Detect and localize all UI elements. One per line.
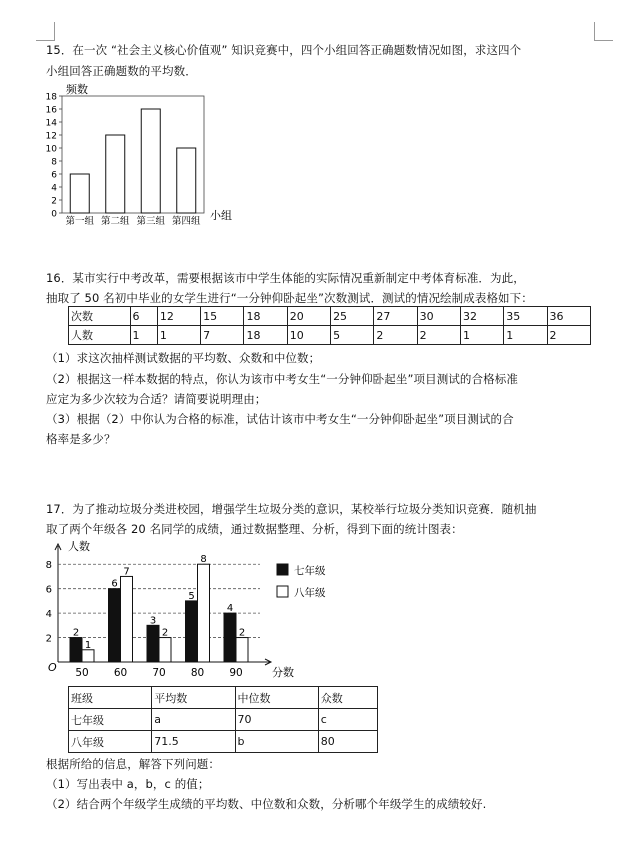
q16-row1-cell: 18 bbox=[244, 307, 287, 326]
q17-header-cell: 众数 bbox=[318, 687, 377, 709]
q17-text-line2: 取了两个年级各 20 名同学的成绩，通过数据整理、分析，得到下面的统计图表： bbox=[46, 522, 463, 536]
q17-bar bbox=[82, 650, 94, 662]
q16-table-row-people bbox=[69, 326, 591, 345]
q17-legend-label: 八年级 bbox=[294, 587, 326, 599]
q17-statistics-table bbox=[68, 686, 378, 753]
q17-cell: a bbox=[152, 709, 235, 731]
q17-x-tick-label: 60 bbox=[113, 667, 128, 678]
q17-bar bbox=[147, 625, 159, 662]
q17-y-tick-label: 6 bbox=[45, 584, 52, 596]
q15-y-tick-label: 0 bbox=[51, 209, 57, 220]
q17-cell: 80 bbox=[318, 731, 377, 753]
q17-bar bbox=[224, 613, 236, 662]
q15-text-line2: 小组回答正确题数的平均数． bbox=[46, 64, 197, 78]
q15-y-tick-label: 2 bbox=[51, 196, 57, 207]
crop-mark-top-right bbox=[594, 22, 613, 41]
q17-x-tick-label: 80 bbox=[190, 667, 205, 678]
q16-part2-line2: 应定为多少次较为合适？请简要说明理由； bbox=[46, 392, 267, 406]
q16-row1-cell: 15 bbox=[201, 307, 244, 326]
q15-x-axis-label: 小组 bbox=[210, 209, 232, 222]
q16-row2-cell: 5 bbox=[331, 326, 374, 345]
q16-row2-cell: 7 bbox=[201, 326, 244, 345]
q16-row1-cell: 36 bbox=[547, 307, 590, 326]
q15-bar bbox=[141, 109, 160, 213]
q17-bar bbox=[70, 638, 82, 662]
q17-bar bbox=[198, 564, 210, 662]
q15-x-tick-label: 第二组 bbox=[100, 216, 130, 227]
q17-data-label: 5 bbox=[188, 590, 195, 602]
q16-row1-cell: 27 bbox=[374, 307, 417, 326]
q17-cell: 七年级 bbox=[69, 709, 152, 731]
q17-cell: c bbox=[318, 709, 377, 731]
q16-row2-cell: 2 bbox=[417, 326, 460, 345]
q16-row1-label: 次数 bbox=[69, 307, 131, 326]
q15-x-tick-label: 第四组 bbox=[171, 216, 201, 227]
q17-table-row bbox=[69, 731, 378, 753]
q16-text-line1: 16．某市实行中考改革，需要根据该市中学生体能的实际情况重新制定中考体育标准．为此， bbox=[46, 271, 525, 285]
q16-row1-cell: 30 bbox=[417, 307, 460, 326]
q15-y-tick-label: 18 bbox=[45, 92, 57, 103]
q17-origin-label: O bbox=[48, 661, 57, 674]
q17-y-tick-label: 8 bbox=[45, 560, 52, 572]
q17-data-label: 7 bbox=[123, 566, 130, 578]
q17-x-tick-label: 50 bbox=[75, 667, 89, 678]
q17-legend-swatch bbox=[277, 564, 288, 575]
q17-y-tick-label: 4 bbox=[45, 609, 52, 621]
q15-bar bbox=[70, 174, 89, 213]
q17-bar bbox=[186, 601, 198, 662]
q16-row1-cell: 12 bbox=[157, 307, 200, 326]
q17-y-tick-label: 2 bbox=[45, 633, 52, 645]
q17-y-axis-label: 人数 bbox=[68, 540, 90, 553]
q15-y-tick-label: 8 bbox=[51, 157, 57, 168]
q16-part3-line1: （3）根据（2）中你认为合格的标准，试估计该市中考女生“一分钟仰卧起坐”项目测试的合 bbox=[46, 412, 514, 426]
q16-frequency-table bbox=[68, 306, 591, 345]
q17-cell: 70 bbox=[235, 709, 318, 731]
q17-bar bbox=[159, 638, 171, 662]
q15-y-tick-label: 16 bbox=[45, 105, 57, 116]
q17-data-label: 8 bbox=[200, 554, 207, 566]
q17-data-label: 2 bbox=[238, 627, 246, 639]
q16-row2-cell: 2 bbox=[374, 326, 417, 345]
q17-bar bbox=[236, 638, 248, 662]
q17-x-tick-label: 90 bbox=[229, 667, 243, 678]
q15-text-line1: 15．在一次 “社会主义核心价值观” 知识竞赛中，四个小组回答正确题数情况如图，求这四个 bbox=[46, 43, 522, 57]
q17-table-row bbox=[69, 709, 378, 731]
q17-data-label: 2 bbox=[72, 627, 80, 639]
q17-data-label: 3 bbox=[149, 615, 157, 627]
q17-header-cell: 中位数 bbox=[235, 687, 318, 709]
q17-data-label: 1 bbox=[84, 639, 92, 651]
q17-header-cell: 平均数 bbox=[152, 687, 235, 709]
q16-row1-cell: 25 bbox=[331, 307, 374, 326]
q16-row1-cell: 20 bbox=[287, 307, 330, 326]
q17-data-label: 4 bbox=[226, 603, 234, 615]
q16-row2-cell: 18 bbox=[244, 326, 287, 345]
q17-data-label: 2 bbox=[161, 627, 169, 639]
crop-mark-top-left bbox=[36, 22, 55, 41]
q16-row2-cell: 10 bbox=[287, 326, 330, 345]
q17-cell: 八年级 bbox=[69, 731, 152, 753]
q16-part1: （1）求这次抽样测试数据的平均数、众数和中位数； bbox=[46, 351, 321, 365]
q16-table-row-count bbox=[69, 307, 591, 326]
q17-legend-label: 七年级 bbox=[294, 565, 326, 577]
q15-bar bbox=[177, 148, 196, 213]
q17-cell: b bbox=[235, 731, 318, 753]
q15-y-axis-label: 频数 bbox=[66, 83, 88, 96]
q15-y-tick-label: 14 bbox=[45, 118, 57, 129]
q15-y-tick-label: 4 bbox=[51, 183, 57, 194]
q16-row2-cell: 2 bbox=[547, 326, 590, 345]
q17-header-cell: 班级 bbox=[69, 687, 152, 709]
q16-row1-cell: 32 bbox=[460, 307, 503, 326]
q17-table-header-row bbox=[69, 687, 378, 709]
q17-x-tick-label: 70 bbox=[152, 667, 166, 678]
q17-data-label: 6 bbox=[111, 578, 118, 590]
q16-row2-label: 人数 bbox=[69, 326, 131, 345]
q17-intro: 根据所给的信息，解答下列问题： bbox=[46, 757, 220, 771]
q17-cell: 71.5 bbox=[152, 731, 235, 753]
q16-text-line2: 抽取了 50 名初中毕业的女学生进行“一分钟仰卧起坐”次数测试．测试的情况绘制成表格如下： bbox=[46, 291, 533, 305]
q15-y-tick-label: 10 bbox=[45, 144, 57, 155]
q17-bar bbox=[121, 576, 133, 662]
q17-part2: （2）结合两个年级学生成绩的平均数、中位数和众数，分析哪个年级学生的成绩较好. bbox=[46, 797, 487, 811]
q17-text-line1: 17．为了推动垃圾分类进校园，增强学生垃圾分类的意识，某校举行垃圾分类知识竞赛．随机抽 bbox=[46, 502, 537, 516]
q16-row2-cell: 1 bbox=[460, 326, 503, 345]
q16-part2-line1: （2）根据这一样本数据的特点，你认为该市中考女生“一分钟仰卧起坐”项目测试的合格标准 bbox=[46, 372, 518, 386]
q15-y-tick-label: 12 bbox=[45, 131, 57, 142]
q16-part3-line2: 格率是多少？ bbox=[46, 432, 116, 446]
q15-bar-chart bbox=[40, 82, 250, 232]
q17-x-axis-label: 分数 bbox=[272, 666, 294, 678]
q16-row2-cell: 1 bbox=[130, 326, 157, 345]
q17-legend-swatch bbox=[277, 586, 288, 597]
q15-y-tick-label: 6 bbox=[51, 170, 57, 181]
q16-row2-cell: 1 bbox=[157, 326, 200, 345]
q15-x-tick-label: 第三组 bbox=[136, 216, 166, 227]
q16-row1-cell: 6 bbox=[130, 307, 157, 326]
q17-grouped-bar-chart bbox=[40, 538, 360, 678]
q15-bar bbox=[106, 135, 125, 213]
q15-x-tick-label: 第一组 bbox=[65, 216, 95, 227]
q17-part1: （1）写出表中 a，b，c 的值； bbox=[46, 777, 210, 791]
q17-bar bbox=[109, 589, 121, 662]
q16-row2-cell: 1 bbox=[504, 326, 547, 345]
q16-row1-cell: 35 bbox=[504, 307, 547, 326]
